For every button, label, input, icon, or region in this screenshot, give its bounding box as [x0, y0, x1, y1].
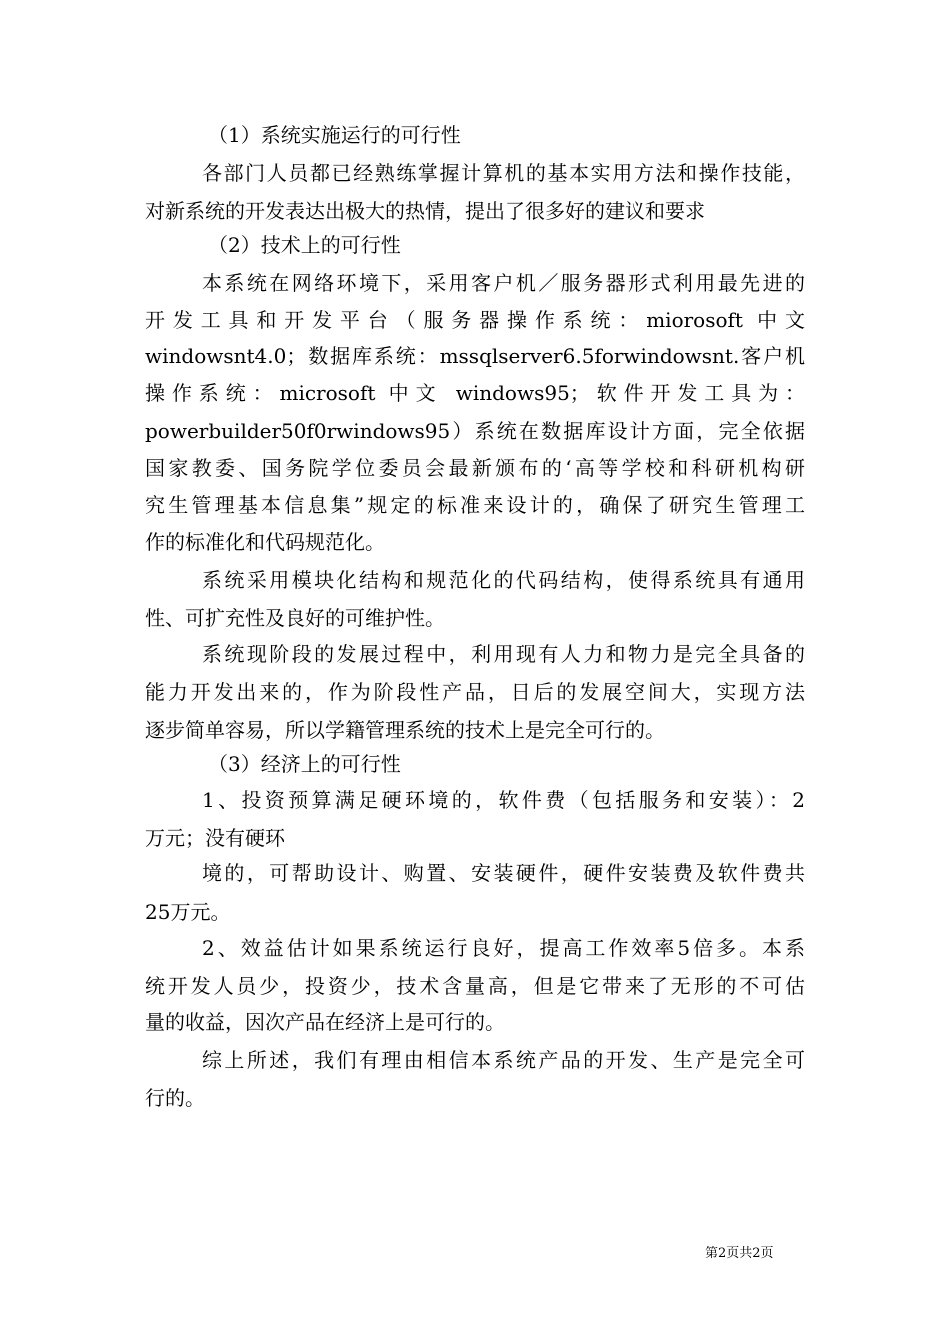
text-line: 性、可扩充性及良好的可维护性。 [145, 606, 445, 630]
page-number-footer: 第2页共2页 [705, 1246, 774, 1261]
text-line: 各部门人员都已经熟练掌握计算机的基本实用方法和操作技能， [202, 161, 805, 185]
text-line: 本系统在网络环境下，采用客户机／服务器形式利用最先进的 [202, 271, 805, 295]
heading-economic-feasibility: （3）经济上的可行性 [208, 752, 401, 776]
text-line: 25万元。 [145, 900, 231, 924]
text-line: 2、效益估计如果系统运行良好，提高工作效率5倍多。本系 [202, 936, 805, 960]
text-line: windowsnt4.0；数据库系统：mssqlserver6.5forwindowsnt.客户机 [145, 344, 805, 368]
text-line: 行的。 [145, 1086, 205, 1110]
text-line: 系统采用模块化结构和规范化的代码结构，使得系统具有通用 [202, 568, 805, 592]
text-line: 操作系统：microsoft 中文 windows95；软件开发工具为： [145, 381, 805, 405]
heading-technical-feasibility: （2）技术上的可行性 [208, 233, 401, 257]
text-line: 对新系统的开发表达出极大的热情，提出了很多好的建议和要求 [145, 199, 705, 223]
text-line: 万元；没有硬环 [145, 826, 285, 850]
text-line: 境的，可帮助设计、购置、安装硬件，硬件安装费及软件费共 [202, 861, 805, 885]
text-line: 作的标准化和代码规范化。 [145, 530, 385, 554]
text-line: 开发工具和开发平台（服务器操作系统：miorosoft 中文 [145, 308, 805, 332]
text-line: powerbuilder50f0rwindows95）系统在数据库设计方面，完全依据 [145, 419, 805, 443]
text-line: 国家教委、国务院学位委员会最新颁布的‘高等学校和科研机构研 [145, 456, 805, 480]
text-line: 1、投资预算满足硬环境的，软件费（包括服务和安装）：2 [202, 788, 805, 812]
heading-implementation-feasibility: （1）系统实施运行的可行性 [208, 123, 461, 147]
text-line: 统开发人员少，投资少，技术含量高，但是它带来了无形的不可估 [145, 974, 805, 998]
text-line: 究生管理基本信息集”规定的标准来设计的，确保了研究生管理工 [145, 493, 805, 517]
text-line: 系统现阶段的发展过程中，利用现有人力和物力是完全具备的 [202, 642, 805, 666]
text-line: 综上所述，我们有理由相信本系统产品的开发、生产是完全可 [202, 1048, 805, 1072]
text-line: 能力开发出来的，作为阶段性产品，日后的发展空间大，实现方法 [145, 680, 805, 704]
text-line: 量的收益，因次产品在经济上是可行的。 [145, 1010, 505, 1034]
text-line: 逐步简单容易，所以学籍管理系统的技术上是完全可行的。 [145, 718, 665, 742]
